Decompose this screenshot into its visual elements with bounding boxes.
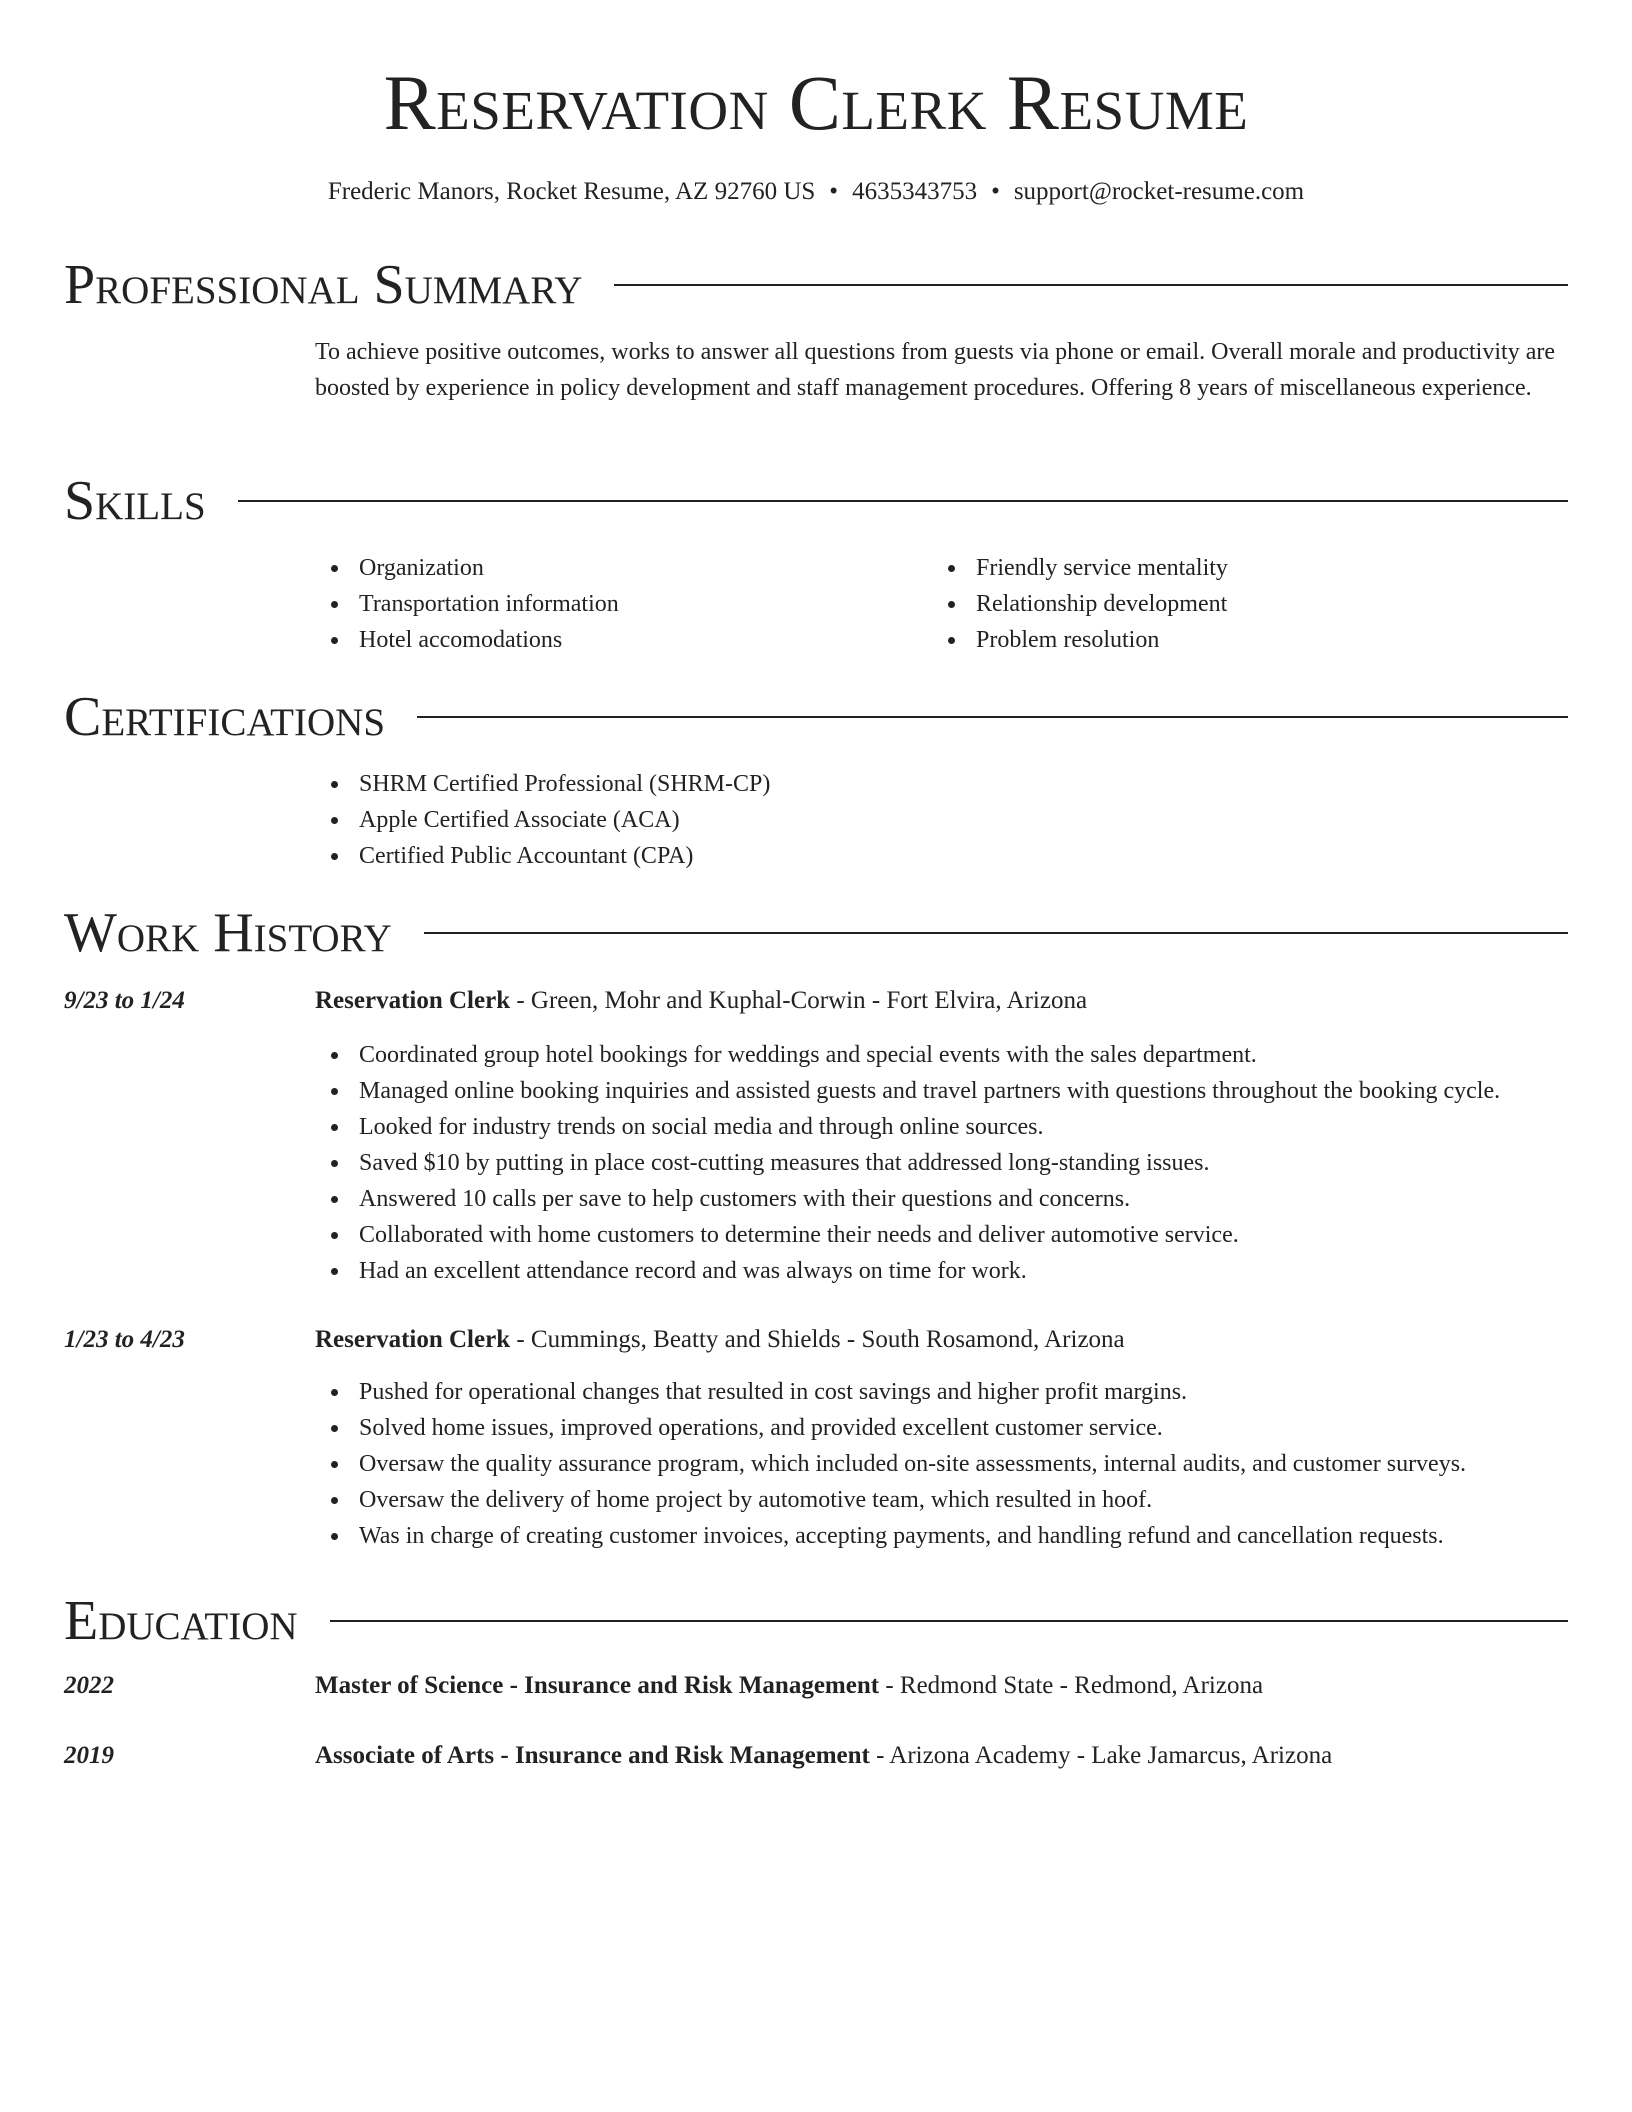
job-duty-item: Collaborated with home customers to determine their needs and deliver automotive service. xyxy=(315,1217,1568,1253)
certifications-list xyxy=(315,766,1568,874)
section-title: Education xyxy=(64,1590,298,1652)
job-duty-item: Solved home issues, improved operations, and provided excellent customer service. xyxy=(315,1410,1568,1446)
skill-item: Hotel accomodations xyxy=(315,622,932,658)
section-title: Certifications xyxy=(64,686,386,748)
job-duty-item: Answered 10 calls per save to help customers with their questions and concerns. xyxy=(315,1181,1568,1217)
job-duty-item: Pushed for operational changes that resulted in cost savings and higher profit margins. xyxy=(315,1374,1568,1410)
education-degree: Associate of Arts - Insurance and Risk Management xyxy=(315,1742,870,1769)
skill-item: Organization xyxy=(315,550,932,586)
job-heading xyxy=(315,1322,1568,1358)
job-dates: 9/23 to 1/24 xyxy=(64,987,185,1014)
section-title: Skills xyxy=(64,470,206,532)
contact-separator: • xyxy=(829,178,839,205)
contact-phone: 4635343753 xyxy=(852,178,978,205)
skills-column-right xyxy=(932,550,1549,658)
education-degree: Master of Science - Insurance and Risk Management xyxy=(315,1672,880,1699)
job-dates: 1/23 to 4/23 xyxy=(64,1326,185,1353)
certification-item: SHRM Certified Professional (SHRM-CP) xyxy=(315,766,1568,802)
contact-email[interactable]: support@rocket-resume.com xyxy=(1013,178,1305,205)
job-duty-item: Saved $10 by putting in place cost-cutting measures that addressed long-standing issues. xyxy=(315,1145,1568,1181)
skill-item: Friendly service mentality xyxy=(932,550,1549,586)
section-divider xyxy=(424,932,1568,934)
contact-line xyxy=(64,174,1568,210)
job-title: Reservation Clerk xyxy=(315,987,511,1014)
job-heading xyxy=(315,983,1568,1019)
section-title: Professional Summary xyxy=(64,254,583,316)
contact-separator: • xyxy=(991,178,1000,205)
skills-list xyxy=(315,550,1568,658)
job-duties xyxy=(315,1374,1568,1554)
job-employer: - Cummings, Beatty and Shields - South Rosamond, Arizona xyxy=(510,1326,1125,1353)
section-heading-work-history xyxy=(64,900,1568,966)
section-divider xyxy=(238,500,1568,502)
education-entry xyxy=(315,1738,1568,1774)
education-year: 2019 xyxy=(64,1742,114,1769)
section-divider xyxy=(330,1620,1568,1622)
section-divider xyxy=(614,284,1568,286)
summary-text: To achieve positive outcomes, works to answer all questions from guests via phone or email. Overall morale and productivity are boosted by experience in policy development and staff management procedures. Offering 8 years of miscellaneous experience. xyxy=(315,339,1555,401)
job-duty-item: Oversaw the quality assurance program, which included on-site assessments, internal audits, and customer surveys. xyxy=(315,1446,1568,1482)
skill-item: Relationship development xyxy=(932,586,1549,622)
section-heading-summary xyxy=(64,252,1568,318)
skill-item: Transportation information xyxy=(315,586,932,622)
section-heading-certifications xyxy=(64,684,1568,750)
job-duty-item: Looked for industry trends on social media and through online sources. xyxy=(315,1109,1568,1145)
resume-title: Reservation Clerk Resume xyxy=(383,59,1249,146)
education-school: - Redmond State - Redmond, Arizona xyxy=(879,1672,1264,1699)
education-entry xyxy=(315,1668,1568,1704)
skill-item: Problem resolution xyxy=(932,622,1549,658)
certification-item: Apple Certified Associate (ACA) xyxy=(315,802,1568,838)
section-title: Work History xyxy=(64,902,392,964)
section-heading-skills xyxy=(64,468,1568,534)
certification-item: Certified Public Accountant (CPA) xyxy=(315,838,1568,874)
education-school: - Arizona Academy - Lake Jamarcus, Arizona xyxy=(869,1742,1333,1769)
job-title: Reservation Clerk xyxy=(315,1326,511,1353)
job-duty-item: Had an excellent attendance record and was always on time for work. xyxy=(315,1253,1568,1289)
job-duty-item: Oversaw the delivery of home project by automotive team, which resulted in hoof. xyxy=(315,1482,1568,1518)
job-employer: - Green, Mohr and Kuphal-Corwin - Fort Elvira, Arizona xyxy=(510,987,1088,1014)
job-duty-item: Coordinated group hotel bookings for weddings and special events with the sales department. xyxy=(315,1037,1568,1073)
education-year: 2022 xyxy=(64,1672,114,1699)
job-duties xyxy=(315,1037,1568,1289)
skills-column-left xyxy=(315,550,932,658)
section-divider xyxy=(417,716,1568,718)
section-heading-education xyxy=(64,1588,1568,1654)
job-duty-item: Managed online booking inquiries and assisted guests and travel partners with questions throughout the booking cycle. xyxy=(315,1073,1568,1109)
contact-address: Frederic Manors, Rocket Resume, AZ 92760 US xyxy=(327,178,816,205)
job-duty-item: Was in charge of creating customer invoices, accepting payments, and handling refund and cancellation requests. xyxy=(315,1518,1568,1554)
